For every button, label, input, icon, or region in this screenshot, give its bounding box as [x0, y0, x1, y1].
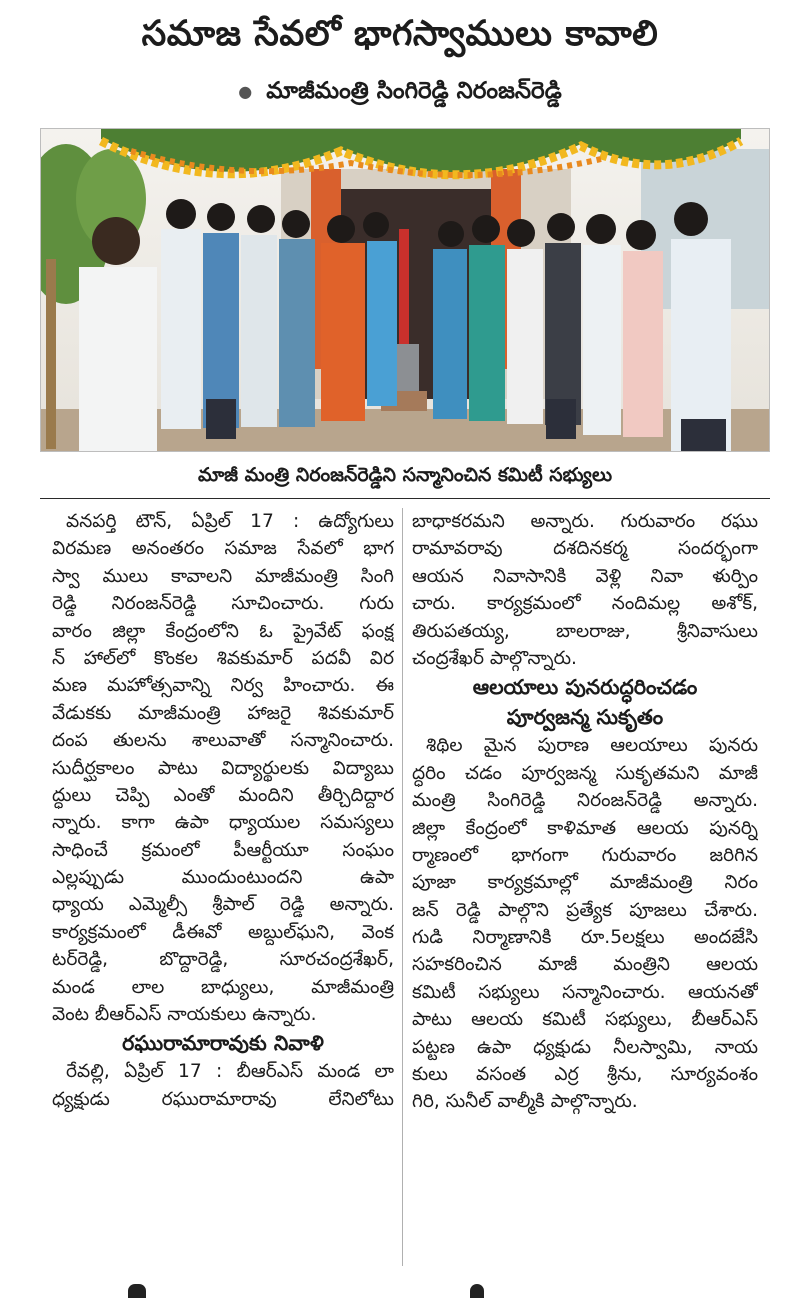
text-line: న్నారు. కాగా ఉపా ధ్యాయుల సమస్యలు	[52, 812, 394, 834]
photo-caption: మాజీ మంత్రి నిరంజన్‌రెడ్డిని సన్మానించిన కమిటీ సభ్యులు	[40, 456, 770, 499]
text-line: మండ లాల బాధ్యులు, మాజీమంత్రి	[52, 976, 394, 998]
news-photo	[40, 128, 770, 452]
text-line: చంద్రశేఖర్ పాల్గొన్నారు.	[412, 647, 577, 669]
text-line: సహకరించిన మాజీ మంత్రిని ఆలయ	[412, 954, 758, 976]
text-line: దంప తులను శాలువాతో సన్మానించారు.	[52, 730, 394, 752]
text-line: సుదీర్ఘకాలం పాటు విద్యార్థులకు విద్యాబు	[52, 757, 394, 779]
group-photo-icon	[41, 129, 770, 452]
section-heading: పూర్వజన్మ సుకృతం	[506, 705, 664, 730]
text-line: గుడి నిర్మాణానికి రూ.5లక్షలు అందజేసి	[412, 927, 758, 949]
text-line: బాధాకరమని అన్నారు. గురువారం రఘు	[412, 511, 758, 532]
text-line: చారు. కార్యక్రమంలో నందిమల్ల అశోక్,	[412, 593, 758, 615]
text-line: ద్ధరిం చడం పూర్వజన్మ సుకృతమని మాజీ	[412, 762, 758, 784]
text-line: ర్మాణంలో భాగంగా గురువారం జరిగిన	[412, 844, 758, 866]
text-line: విరమణ అనంతరం సమాజ సేవలో భాగ	[52, 538, 394, 560]
bullet-icon: ●	[238, 81, 253, 101]
text-line: పాటు ఆలయ కమిటీ సభ్యులు, బీఆర్ఎస్	[412, 1009, 758, 1031]
text-line: ద్ధులు చెప్పి ఎంతో మందిని తీర్చిదిద్దార	[52, 784, 394, 806]
text-line: వేడుకకు మాజీమంత్రి హాజరై శివకుమార్	[52, 702, 394, 724]
section-heading: రఘురామారావుకు నివాళి	[122, 1031, 324, 1056]
column-divider	[402, 508, 403, 1266]
text-line: సాధించే క్రమంలో పీఆర్టీయూ సంఘం	[52, 839, 394, 861]
subheadline-text: మాజీమంత్రి సింగిరెడ్డి నిరంజన్‌రెడ్డి	[266, 78, 562, 104]
text-line: తిరుపతయ్య, బాలరాజు, శ్రీనివాసులు	[412, 620, 758, 642]
text-line: మంత్రి సింగిరెడ్డి నిరంజన్‌రెడ్డి అన్నారు.	[412, 790, 758, 812]
text-line: కమిటీ సభ్యులు సన్మానించారు. ఆయనతో	[412, 981, 758, 1003]
left-column	[52, 508, 394, 1113]
text-line: రెడ్డి నిరంజన్‌రెడ్డి సూచించారు. గురు	[52, 593, 394, 615]
text-line: మణ మహోత్సవాన్ని నిర్వ హించారు. ఈ	[52, 675, 394, 697]
section-heading: ఆలయాలు పునరుద్ధరించడం	[472, 675, 698, 700]
text-line: వనపర్తి టౌన్, ఏప్రిల్ 17 : ఉద్యోగులు	[66, 511, 394, 532]
text-line: వెంట బీఆర్ఎస్ నాయకులు ఉన్నారు.	[52, 1004, 317, 1026]
text-line: శిథిల మైన పురాణ ఆలయాలు పునరు	[426, 735, 758, 757]
text-line: రామావరావు దశదినకర్మ సందర్భంగా	[412, 538, 758, 560]
text-line: స్వా ములు కావాలని మాజీమంత్రి సింగి	[52, 565, 394, 587]
text-line: న్ హాల్‌లో కొంకల శివకుమార్ పదవీ విర	[52, 647, 394, 669]
text-line: జిల్లా కేంద్రంలో కాళిమాత ఆలయ పునర్ని	[412, 817, 758, 839]
headline: సమాజ సేవలో భాగస్వాములు కావాలి	[141, 14, 659, 54]
subheadline	[0, 74, 800, 109]
text-line: పూజా కార్యక్రమాల్లో మాజీమంత్రి నిరం	[412, 872, 758, 894]
text-line: కులు వసంత ఎర్ర శ్రీను, సూర్యవంశం	[412, 1064, 758, 1086]
text-line: పట్టణ ఉపా ధ్యక్షుడు నీలస్వామి, నాయ	[412, 1036, 758, 1058]
text-line: ఆయన నివాసానికి వెళ్లి నివా ళుర్పిం	[412, 565, 758, 587]
text-line: కార్యక్రమంలో డీఈవో అబ్దుల్‌ఘని, వెంక	[52, 921, 394, 943]
text-line: వారం జిల్లా కేంద్రంలోని ఓ ప్రైవేట్ ఫంక్ష	[52, 620, 394, 642]
text-line: రేవల్లి, ఏప్రిల్ 17 : బీఆర్ఎస్ మండ లా	[66, 1061, 394, 1083]
text-line: ధ్యక్షుడు రఘురామారావు లేనిలోటు	[52, 1088, 394, 1110]
text-line: ఎల్లప్పుడు ముందుంటుందని ఉపా	[52, 867, 394, 889]
right-column	[412, 508, 758, 1116]
text-line: టర్‌రెడ్డి, బొద్దారెడ్డి, సూరచంద్రశేఖర్,	[52, 949, 394, 971]
text-line: గిరి, సునీల్ వాల్మీకి పాల్గొన్నారు.	[412, 1091, 638, 1113]
text-line: జన్ రెడ్డి పాల్గొని ప్రత్యేక పూజలు చేశారు.	[412, 899, 758, 921]
text-line: ధ్యాయ ఎమ్మెల్సీ శ్రీపాల్ రెడ్డి అన్నారు.	[52, 894, 394, 916]
